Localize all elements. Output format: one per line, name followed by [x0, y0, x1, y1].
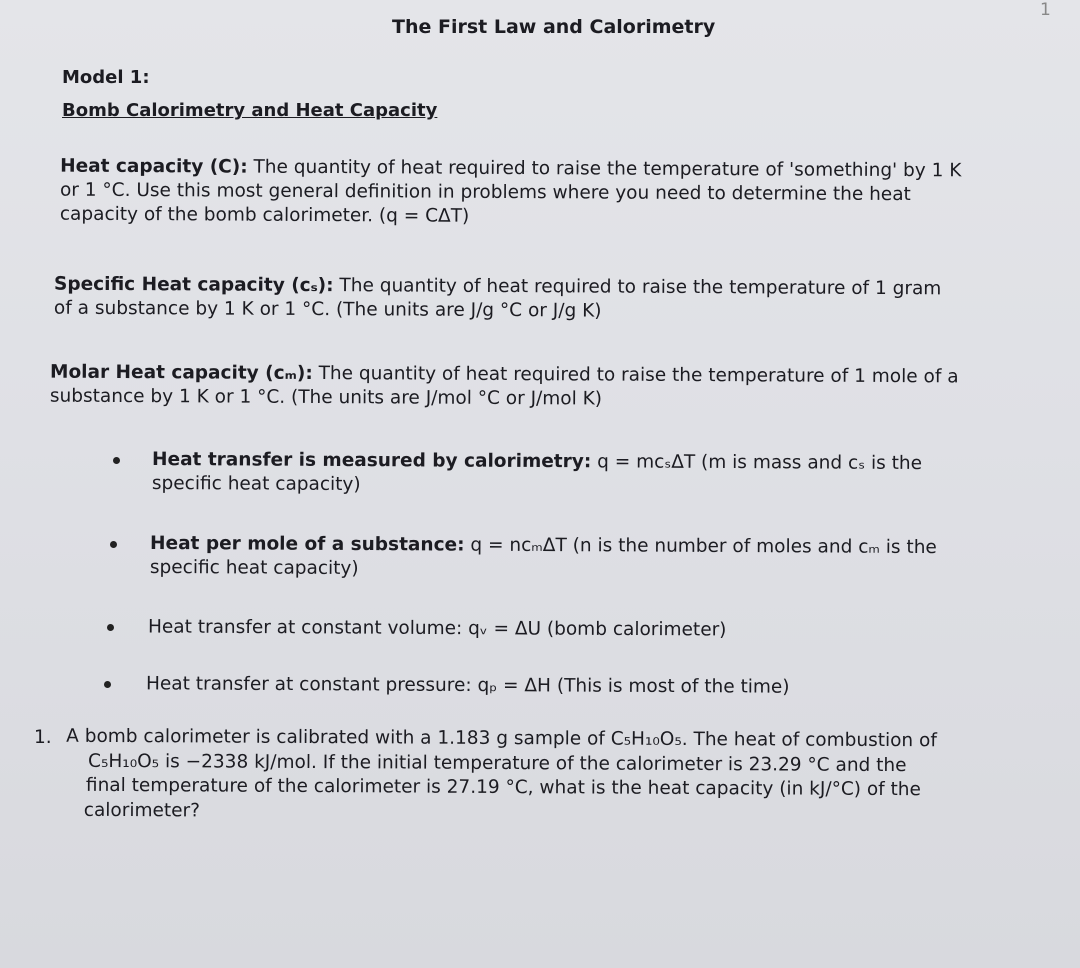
bullet-item-constant-pressure [146, 672, 790, 699]
bullet-term: Heat per mole of a substance: [150, 532, 465, 556]
question-line: A bomb calorimeter is calibrated with a 1.183 g sample of C₅H₁₀O₅. The heat of combustion of [66, 725, 937, 752]
definition-term: Molar Heat capacity (cₘ): [50, 361, 313, 384]
definition-text: substance by 1 K or 1 °C. (The units are J/mol °C or J/mol K) [49, 385, 603, 410]
question-line: calorimeter? [83, 799, 201, 821]
bullet-dot [107, 624, 114, 631]
bullet-text: specific heat capacity) [149, 556, 359, 580]
bullet-text: Heat transfer at constant volume: qᵥ = ΔU (bomb calorimeter) [147, 616, 727, 641]
definition-term: Specific Heat capacity (cₛ): [54, 273, 334, 297]
definition-molar-heat [50, 361, 959, 414]
definition-term: Heat capacity (C): [60, 155, 248, 178]
model-title: Bomb Calorimetry and Heat Capacity [62, 100, 438, 121]
bullet-item-constant-volume [148, 615, 727, 642]
model-label: Model 1: [62, 67, 150, 88]
bullet-dot [104, 681, 111, 688]
definition-text: capacity of the bomb calorimeter. (q = CΔT) [59, 203, 470, 227]
definition-text: The quantity of heat required to raise the temperature of 1 mole of a [312, 362, 959, 388]
bullet-item-per-mole [150, 532, 937, 584]
bullet-term: Heat transfer is measured by calorimetry: [152, 448, 592, 473]
definition-specific-heat [54, 273, 942, 326]
definition-text: The quantity of heat required to raise the temperature of 1 gram [333, 275, 942, 300]
question-line: final temperature of the calorimeter is 27.19 °C, what is the heat capacity (in kJ/°C) of the [85, 774, 922, 801]
definition-heat-capacity [60, 155, 962, 232]
bullet-text: q = ncₘΔT (n is the number of moles and cₘ is the [464, 534, 937, 559]
page-number: 1 [1040, 0, 1051, 20]
bullet-item-calorimetry [152, 448, 922, 500]
definition-text: The quantity of heat required to raise the temperature of 'something' by 1 K [247, 156, 962, 182]
definition-text: of a substance by 1 K or 1 °C. (The units are J/g °C or J/g K) [53, 297, 602, 322]
bullet-text: q = mcₛΔT (m is mass and cₛ is the [591, 451, 923, 475]
page-title: The First Law and Calorimetry [392, 16, 716, 38]
bullet-dot [110, 541, 117, 548]
question-number: 1. [34, 727, 52, 748]
bullet-text: Heat transfer at constant pressure: qₚ = ΔH (This is most of the time) [145, 673, 790, 698]
definition-text: or 1 °C. Use this most general definition in problems where you need to determine the heat [59, 179, 911, 206]
bullet-text: specific heat capacity) [151, 472, 361, 496]
bullet-dot [113, 457, 120, 464]
question-text [66, 725, 937, 828]
question-line: C₅H₁₀O₅ is −2338 kJ/mol. If the initial temperature of the calorimeter is 23.29 °C and the [88, 750, 907, 776]
